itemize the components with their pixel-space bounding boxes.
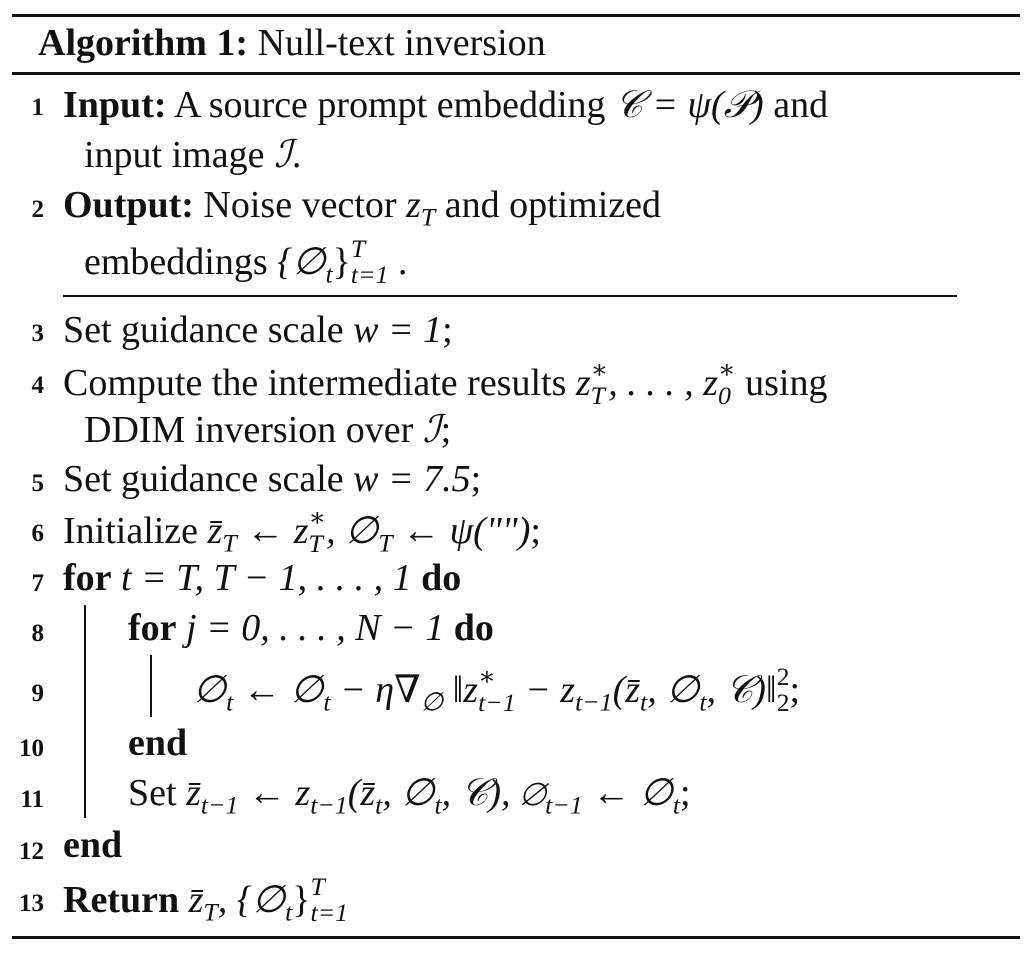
subscript: t=1 — [310, 897, 349, 927]
header-rule — [12, 72, 1020, 75]
text: ; — [789, 668, 801, 711]
subscript: t — [285, 897, 293, 927]
set-line — [128, 770, 691, 820]
math: ‖z — [443, 668, 479, 711]
algorithm-title — [38, 18, 546, 68]
end-keyword: end — [128, 722, 188, 764]
subscript: t−1 — [200, 790, 239, 820]
outer-for-line — [63, 555, 461, 601]
line-number: 1 — [31, 94, 44, 121]
subscript: t — [375, 790, 383, 820]
inner-loop-bar — [150, 655, 152, 717]
return-line — [63, 874, 348, 926]
superscript: ∗ — [590, 355, 609, 384]
text: . — [291, 134, 302, 176]
line-number: 4 — [31, 372, 44, 399]
math: j = 0, . . . , N − 1 — [176, 607, 454, 649]
output-keyword: Output: — [63, 184, 194, 226]
do-keyword: do — [421, 557, 462, 599]
bottom-rule — [12, 936, 1020, 939]
algorithm-line-continued — [84, 407, 451, 453]
input-line-continued — [84, 132, 301, 178]
text: Compute the intermediate results — [63, 361, 576, 404]
update-line — [193, 664, 800, 716]
line-number: 11 — [20, 786, 44, 813]
text: Set guidance scale — [63, 458, 354, 500]
subscript: t — [226, 687, 234, 717]
math: w = 1 — [353, 309, 443, 351]
math: (z̄ — [347, 772, 376, 814]
outer-end-line — [63, 822, 122, 868]
return-keyword: Return — [63, 878, 180, 921]
math: z̄ — [186, 772, 201, 814]
for-keyword: for — [128, 607, 177, 649]
input-keyword: Input: — [63, 84, 167, 126]
line-number: 3 — [31, 320, 44, 347]
math: , 𝒞), ∅ — [441, 772, 546, 814]
subscript: t=1 — [350, 259, 389, 289]
text: Initialize — [63, 509, 208, 552]
subscript: t — [640, 687, 648, 717]
subscript: t−1 — [575, 687, 613, 717]
math: , . . . , z — [608, 361, 719, 404]
subscript: t−1 — [545, 790, 583, 820]
subscript: t — [699, 687, 707, 717]
inner-end-line — [128, 720, 187, 766]
subscript: 2 — [776, 687, 790, 717]
line-number: 5 — [31, 470, 44, 497]
end-keyword: end — [63, 824, 123, 866]
math: ← ∅ — [233, 668, 324, 711]
text: Set — [128, 772, 187, 814]
subscript: T — [308, 528, 323, 558]
superscript: 2 — [776, 662, 790, 691]
math: ← z — [238, 772, 311, 814]
text: ; — [470, 458, 482, 500]
math: z̄ — [207, 509, 223, 552]
text: using — [735, 361, 828, 404]
line-number: 12 — [19, 838, 44, 865]
algorithm-line — [63, 357, 827, 409]
math: ← z — [236, 509, 309, 552]
output-line-continued — [84, 236, 407, 288]
line-number: 10 — [19, 735, 44, 762]
math: − η∇ — [330, 668, 421, 711]
text: Set guidance scale — [63, 309, 354, 351]
math: , ∅ — [382, 772, 435, 814]
outer-loop-bar — [84, 605, 86, 818]
algorithm-line — [63, 456, 481, 502]
subscript: 0 — [718, 380, 731, 410]
text: ; — [530, 509, 541, 552]
superscript: ∗ — [478, 662, 496, 691]
subscript: ∅ — [420, 687, 444, 717]
math: } — [292, 878, 311, 921]
text: DDIM inversion over — [84, 409, 423, 451]
sup-sub-stack — [311, 874, 349, 926]
sup-sub-stack — [777, 664, 790, 716]
superscript: T — [350, 234, 366, 263]
sup-sub-stack — [718, 357, 736, 409]
math: , ∅ — [647, 668, 700, 711]
math: w = 7.5 — [353, 458, 471, 500]
for-keyword: for — [63, 557, 112, 599]
superscript: T — [310, 872, 325, 901]
line-number: 9 — [31, 680, 44, 707]
math: } — [332, 240, 351, 283]
text: ; — [680, 772, 691, 814]
output-line — [63, 182, 662, 232]
subscript: t−1 — [310, 790, 348, 820]
line-number: 7 — [31, 570, 44, 597]
line-number: 8 — [31, 620, 44, 647]
line-number: 13 — [19, 890, 44, 917]
algorithm-name: Null-text inversion — [257, 22, 546, 64]
math: ℐ — [422, 409, 441, 451]
math: , ∅ — [326, 509, 379, 552]
io-separator-rule — [63, 295, 957, 297]
superscript: ∗ — [718, 355, 736, 384]
sup-sub-stack — [591, 357, 609, 409]
math: z — [406, 184, 421, 226]
subscript: t — [672, 790, 680, 820]
subscript: T — [420, 202, 436, 232]
sup-sub-stack — [309, 505, 327, 557]
subscript: T — [378, 528, 393, 558]
text: embeddings — [84, 240, 278, 283]
subscript: t — [323, 687, 331, 717]
text: . — [388, 240, 408, 283]
text: Noise vector — [193, 184, 407, 226]
superscript: ∗ — [308, 503, 327, 532]
subscript: T — [203, 897, 218, 927]
math: z — [575, 361, 591, 404]
math: 𝒞 = ψ(𝒫) — [615, 84, 764, 126]
inner-for-line — [128, 605, 494, 651]
text: ; — [442, 309, 453, 351]
subscript: T — [590, 380, 606, 410]
math: ← ∅ — [582, 772, 673, 814]
text: A source prompt embedding — [166, 84, 616, 126]
subscript: t — [325, 259, 333, 289]
input-line — [63, 82, 828, 128]
math: ← ψ("") — [392, 509, 531, 552]
do-keyword: do — [453, 607, 494, 649]
algorithm-line — [63, 505, 541, 557]
math: (z̄ — [612, 668, 641, 711]
math: ∅ — [193, 668, 227, 711]
math: {∅ — [277, 240, 326, 283]
text: ; — [440, 409, 452, 451]
math: , 𝒞)‖ — [706, 668, 777, 711]
text: and optimized — [435, 184, 662, 226]
math: , {∅ — [217, 878, 286, 921]
sup-sub-stack — [351, 236, 389, 288]
line-number: 6 — [31, 520, 44, 547]
sup-sub-stack — [478, 664, 516, 716]
math: − z — [515, 668, 576, 711]
algorithm-line — [63, 307, 453, 353]
subscript: T — [222, 528, 237, 558]
line-number: 2 — [31, 196, 44, 223]
subscript: t — [434, 790, 442, 820]
math: t = T, T − 1, . . . , 1 — [111, 557, 422, 599]
algorithm-label: Algorithm 1: — [38, 22, 249, 64]
math: z̄ — [179, 878, 204, 921]
text: input image — [84, 134, 274, 176]
subscript: t−1 — [478, 687, 516, 717]
math: ℐ — [273, 134, 292, 176]
text: and — [763, 84, 829, 126]
top-rule — [12, 14, 1020, 17]
